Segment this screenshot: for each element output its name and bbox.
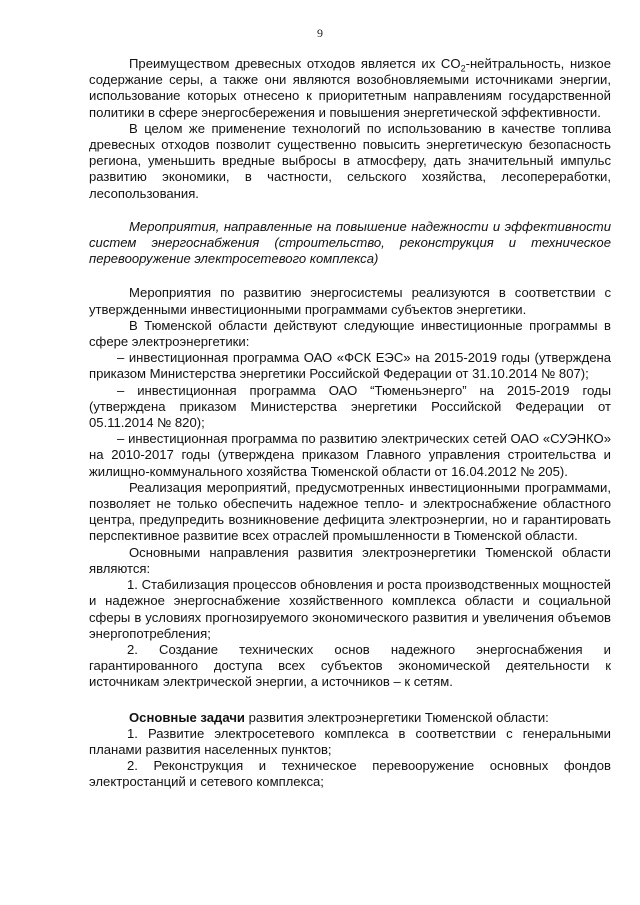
subscript-two: 2 — [460, 63, 466, 74]
list-item: 1. Развитие электросетевого комплекса в соответствии с генеральными планами развития населенных пунктов; — [89, 725, 611, 757]
paragraph-investment-programs: Мероприятия по развитию энергосистемы реализуются в соответствии с утвержденными инвестиционными программами субъектов энергетики. — [89, 285, 611, 317]
list-item: 2. Создание технических основ надежного энергоснабжения и гарантированного доступа всех субъектов экономической деятельности к источникам электрической энергии, а источников – к сетям. — [89, 641, 611, 690]
paragraph-implementation: Реализация мероприятий, предусмотренных инвестиционными программами, позволяет не только обеспечить надежное тепло- и электроснабжение областного центра, предупредить возникновение дефицита электроэнергии, но и гарантировать перспективное развитие всех отраслей промышленности в Тюменской области. — [89, 479, 611, 544]
page-body — [89, 56, 611, 791]
paragraph-main-directions: Основными направления развития электроэнергетики Тюменской области являются: — [89, 544, 611, 576]
paragraph-text: -нейтральность, низкое содержание серы, а также они являются возобновляемыми источниками энергии, использование которых отнесено к приоритетным направлениям государственной политики в сфере энергосбережения и повышения энергетической эффективности. — [89, 56, 611, 120]
paragraph-main-tasks — [89, 710, 611, 726]
paragraph-wood-waste-advantages — [89, 56, 611, 121]
list-item: – инвестиционная программа ОАО «ФСК ЕЭС» на 2015-2019 годы (утверждена приказом Министерства энергетики Российской Федерации от 31.10.2014 № 807); — [89, 350, 611, 382]
list-item: 2. Реконструкция и техническое перевооружение основных фондов электростанций и сетевого комплекса; — [89, 758, 611, 790]
page-number: 9 — [317, 26, 323, 40]
list-item: – инвестиционная программа ОАО “Тюменьэнерго” на 2015-2019 годы (утверждена приказом Министерства энергетики Российской Федерации от 05.11.2014 № 820); — [89, 382, 611, 431]
bold-phrase: Основные задачи — [129, 709, 245, 725]
paragraph-wood-waste-technologies: В целом же применение технологий по использованию в качестве топлива древесных отходов позволит существенно повысить энергетическую безопасность региона, уменьшить вредные выбросы в атмосферу, дать значительный импульс развитию экономики, в частности, сельского хозяйства, лесопереработки, лесопользования. — [89, 120, 611, 201]
paragraph-text: развития электроэнергетики Тюменской области: — [244, 709, 549, 725]
list-item: – инвестиционная программа по развитию электрических сетей ОАО «СУЭНКО» на 2010-2017 годы (утверждена приказом Главного управления строительства и жилищно-коммунального хозяйства Тюменской области от 16.04.2012 № 205). — [89, 431, 611, 479]
paragraph-tyumen-programs: В Тюменской области действуют следующие инвестиционные программы в сфере электроэнергетики: — [89, 317, 611, 350]
list-item: 1. Стабилизация процессов обновления и роста производственных мощностей и надежное энергоснабжение хозяйственного комплекса области и социальной сферы в условиях прогнозируемого экономического развития и увеличения объемов энергопотребления; — [89, 577, 611, 641]
section-heading: Мероприятия, направленные на повышение надежности и эффективности систем энергоснабжения (строительство, реконструкция и техническое перевооружение электросетевого комплекса) — [89, 218, 611, 267]
paragraph-text: Преимуществом древесных отходов является их CO — [129, 56, 461, 71]
